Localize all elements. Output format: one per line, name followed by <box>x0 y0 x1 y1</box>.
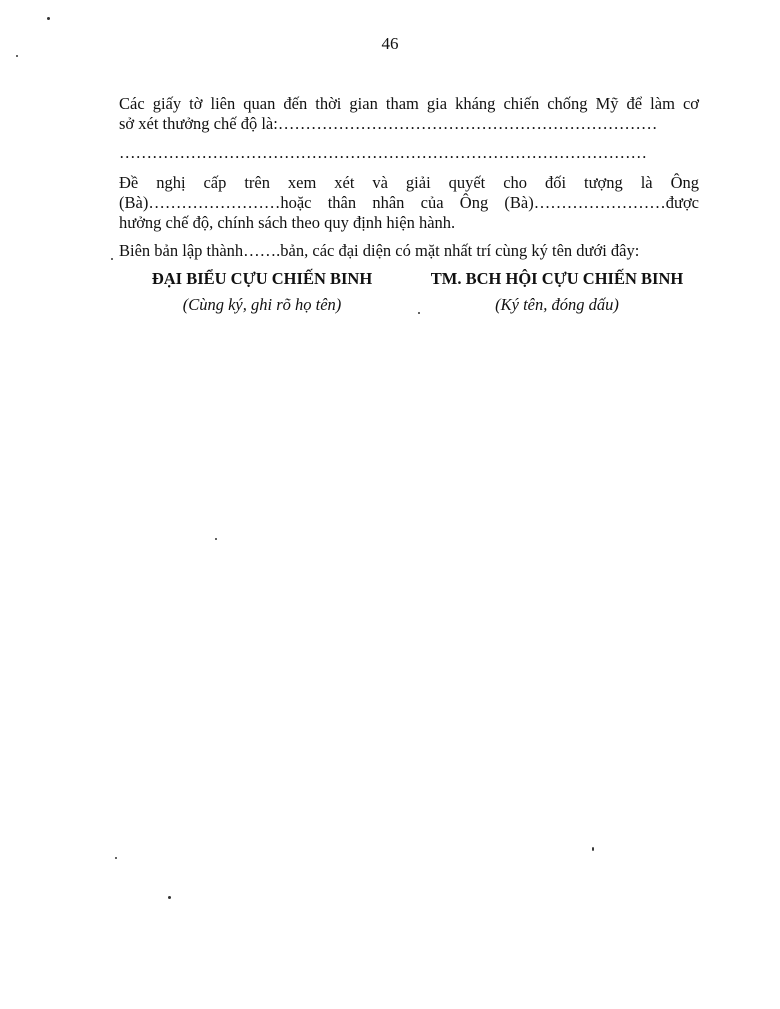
signature-block-left <box>131 269 393 315</box>
scan-speck <box>111 258 113 260</box>
signature-title-left: ĐẠI BIỂU CỰU CHIẾN BINH <box>151 269 373 288</box>
paragraph-2-line-1: Đề nghị cấp trên xem xét và giải quyết cho đối tượng là Ông <box>119 173 699 192</box>
paragraph-1-line-1: Các giấy tờ liên quan đến thời gian tham gia kháng chiến chống Mỹ để làm cơ <box>119 94 699 113</box>
scan-speck <box>418 312 420 314</box>
paragraph-2-line-3: hưởng chế độ, chính sách theo quy định hiện hành. <box>119 213 456 232</box>
scan-speck <box>16 55 18 57</box>
scan-speck <box>47 17 50 20</box>
scan-speck <box>168 896 171 899</box>
paragraph-1-line-2: sở xét thưởng chế độ là:…………………………………………………………… <box>119 114 658 133</box>
scan-speck <box>215 538 217 540</box>
paragraph-2-line-2: (Bà)……………………hoặc thân nhân của Ông (Bà)……………………được <box>119 193 699 212</box>
signature-title-right: TM. BCH HỘI CỰU CHIẾN BINH <box>430 269 684 288</box>
signature-block-right <box>406 269 708 315</box>
scan-speck <box>592 847 594 851</box>
paragraph-3-line-1: Biên bản lập thành…….bản, các đại diện có mặt nhất trí cùng ký tên dưới đây: <box>119 241 640 260</box>
signature-note-left: (Cùng ký, ghi rõ họ tên) <box>182 295 342 314</box>
paragraph-1-line-3: …………………………………………………………………………………… <box>119 143 647 162</box>
page-number: 46 <box>381 34 399 53</box>
signature-note-right: (Ký tên, đóng dấu) <box>495 295 619 314</box>
scan-speck <box>115 857 117 859</box>
